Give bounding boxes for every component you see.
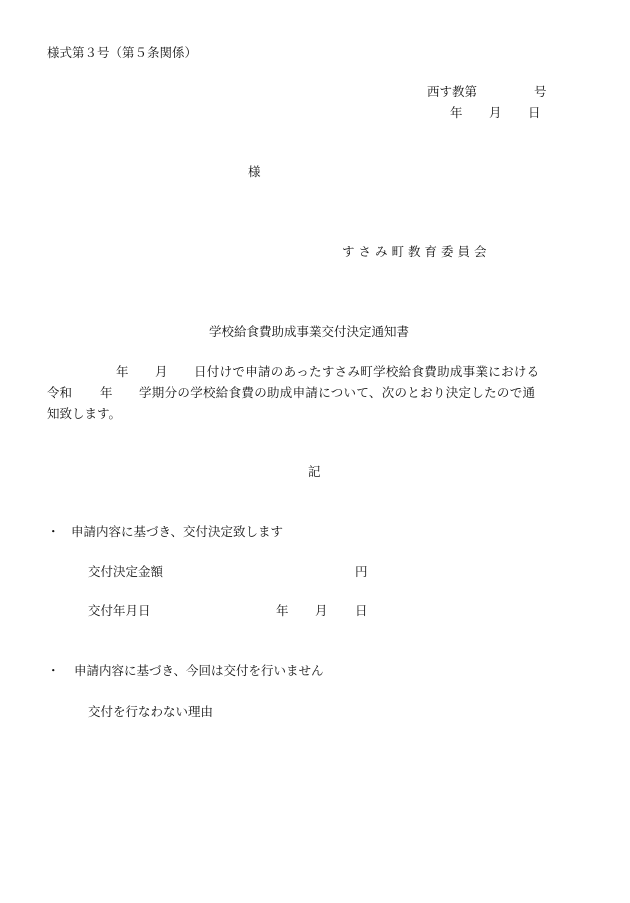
- body-line2-era: 令和: [47, 385, 73, 400]
- issue-date-year: 年: [450, 105, 463, 120]
- approval-bullet: ・: [47, 524, 60, 539]
- body-line2-rest: 学期分の学校給食費の助成申請について、次のとおり決定したので通: [139, 385, 536, 400]
- grant-date-label: 交付年月日: [88, 603, 151, 618]
- document-number-prefix: 西す教第: [427, 84, 478, 99]
- grant-date-day: 日: [355, 603, 368, 618]
- body-line1-year: 年: [116, 364, 129, 379]
- amount-label: 交付決定金額: [88, 564, 164, 579]
- rejection-bullet: ・: [47, 663, 60, 678]
- rejection-reason-label: 交付を行なわない理由: [88, 704, 214, 719]
- rejection-text: 申請内容に基づき、今回は交付を行いません: [74, 663, 324, 678]
- body-line2-year: 年: [100, 385, 113, 400]
- sender-name: すさみ町教育委員会: [342, 244, 491, 259]
- amount-unit: 円: [355, 564, 368, 579]
- page-title: 学校給食費助成事業交付決定通知書: [209, 324, 410, 339]
- form-label: 様式第３号（第５条関係）: [47, 45, 198, 60]
- grant-date-year: 年: [276, 603, 289, 618]
- issue-date-month: 月: [489, 105, 502, 120]
- approval-text: 申請内容に基づき、交付決定致します: [71, 524, 284, 539]
- document-number-suffix: 号: [534, 84, 547, 99]
- issue-date-day: 日: [528, 105, 541, 120]
- body-line1-month: 月: [155, 364, 168, 379]
- ki-mark: 記: [308, 464, 321, 479]
- body-line1-rest: 日付けで申請のあったすさみ町学校給食費助成事業における: [194, 364, 540, 379]
- body-line3: 知致します。: [47, 406, 122, 421]
- grant-date-month: 月: [315, 603, 328, 618]
- recipient-honorific: 様: [248, 164, 261, 179]
